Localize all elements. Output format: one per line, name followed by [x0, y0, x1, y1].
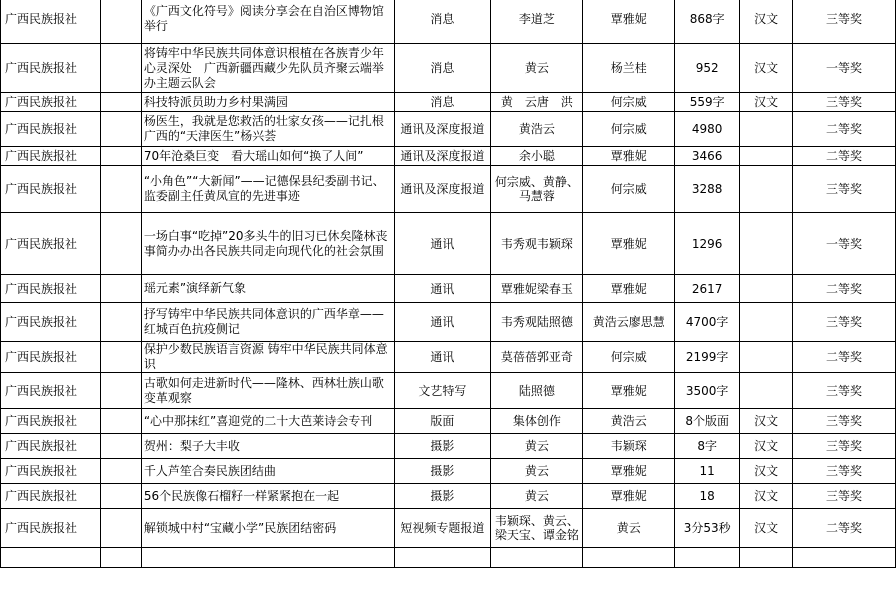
- type-cell: 通讯: [394, 213, 491, 275]
- title-cell: 《广西文化符号》阅读分享会在自治区博物馆举行: [141, 0, 394, 44]
- length-cell: 3500字: [675, 373, 740, 409]
- blank-cell: [100, 166, 141, 213]
- editor-cell: 覃雅妮: [583, 275, 675, 303]
- unit-cell: 广西民族报社: [1, 434, 101, 459]
- language-cell: [740, 112, 793, 147]
- table-row: [1, 93, 896, 112]
- length-cell: 868字: [675, 0, 740, 44]
- length-cell: 8个版面: [675, 409, 740, 434]
- blank-cell: [100, 459, 141, 484]
- editor-cell: 覃雅妮: [583, 0, 675, 44]
- title-cell: 解锁城中村“宝藏小学”民族团结密码: [141, 509, 394, 548]
- empty-cell: [100, 548, 141, 568]
- title-cell: 科技特派员助力乡村果满园: [141, 93, 394, 112]
- type-cell: 版面: [394, 409, 491, 434]
- author-cell: 韦颖琛、黄云、梁天宝、谭金铭: [491, 509, 583, 548]
- length-cell: 8字: [675, 434, 740, 459]
- blank-cell: [100, 112, 141, 147]
- empty-cell: [491, 548, 583, 568]
- title-cell: 古歌如何走进新时代——隆林、西林壮族山歌变革观察: [141, 373, 394, 409]
- blank-cell: [100, 303, 141, 342]
- empty-cell: [394, 548, 491, 568]
- length-cell: 2199字: [675, 342, 740, 373]
- type-cell: 摄影: [394, 484, 491, 509]
- length-cell: 2617: [675, 275, 740, 303]
- unit-cell: 广西民族报社: [1, 409, 101, 434]
- award-cell: 二等奖: [793, 147, 896, 166]
- table-row: [1, 44, 896, 93]
- unit-cell: 广西民族报社: [1, 373, 101, 409]
- editor-cell: 韦颖琛: [583, 434, 675, 459]
- table-body: [1, 0, 896, 568]
- award-cell: 三等奖: [793, 93, 896, 112]
- type-cell: 消息: [394, 93, 491, 112]
- unit-cell: 广西民族报社: [1, 484, 101, 509]
- unit-cell: 广西民族报社: [1, 112, 101, 147]
- title-cell: 56个民族像石榴籽一样紧紧抱在一起: [141, 484, 394, 509]
- table-row: [1, 434, 896, 459]
- title-cell: 将铸牢中华民族共同体意识根植在各族青少年心灵深处 广西新疆西藏少先队员齐聚云端举办主题云队会: [141, 44, 394, 93]
- unit-cell: 广西民族报社: [1, 166, 101, 213]
- title-cell: 杨医生，我就是您救活的壮家女孩——记扎根广西的“天津医生”杨兴荟: [141, 112, 394, 147]
- blank-cell: [100, 484, 141, 509]
- table-row: [1, 548, 896, 568]
- award-cell: 三等奖: [793, 303, 896, 342]
- table-row: [1, 275, 896, 303]
- author-cell: 黄 云唐 洪: [491, 93, 583, 112]
- award-cell: 三等奖: [793, 166, 896, 213]
- type-cell: 消息: [394, 44, 491, 93]
- type-cell: 摄影: [394, 459, 491, 484]
- award-cell: 二等奖: [793, 342, 896, 373]
- type-cell: 通讯: [394, 342, 491, 373]
- length-cell: 4700字: [675, 303, 740, 342]
- unit-cell: 广西民族报社: [1, 93, 101, 112]
- language-cell: 汉文: [740, 459, 793, 484]
- length-cell: 1296: [675, 213, 740, 275]
- length-cell: 18: [675, 484, 740, 509]
- unit-cell: 广西民族报社: [1, 303, 101, 342]
- editor-cell: 何宗威: [583, 93, 675, 112]
- table-row: [1, 213, 896, 275]
- type-cell: 通讯: [394, 303, 491, 342]
- length-cell: 3466: [675, 147, 740, 166]
- language-cell: 汉文: [740, 0, 793, 44]
- length-cell: 11: [675, 459, 740, 484]
- blank-cell: [100, 373, 141, 409]
- unit-cell: 广西民族报社: [1, 275, 101, 303]
- type-cell: 消息: [394, 0, 491, 44]
- title-cell: 一场白事“吃掉”20多头牛的旧习已休矣隆林丧事简办办出各民族共同走向现代化的社会氛围: [141, 213, 394, 275]
- blank-cell: [100, 342, 141, 373]
- language-cell: [740, 373, 793, 409]
- title-cell: 瑶元素”演绎新气象: [141, 275, 394, 303]
- table-row: [1, 166, 896, 213]
- empty-cell: [583, 548, 675, 568]
- author-cell: 黄云: [491, 459, 583, 484]
- language-cell: [740, 166, 793, 213]
- language-cell: 汉文: [740, 509, 793, 548]
- table-row: [1, 147, 896, 166]
- award-cell: 三等奖: [793, 484, 896, 509]
- table-row: [1, 0, 896, 44]
- blank-cell: [100, 213, 141, 275]
- language-cell: 汉文: [740, 409, 793, 434]
- blank-cell: [100, 434, 141, 459]
- author-cell: 何宗威、黄静、马慧蓉: [491, 166, 583, 213]
- title-cell: 贺州：梨子大丰收: [141, 434, 394, 459]
- author-cell: 李道芝: [491, 0, 583, 44]
- language-cell: [740, 275, 793, 303]
- award-cell: 一等奖: [793, 44, 896, 93]
- title-cell: 千人芦笙合奏民族团结曲: [141, 459, 394, 484]
- title-cell: 抒写铸牢中华民族共同体意识的广西华章——红城百色抗疫侧记: [141, 303, 394, 342]
- author-cell: 黄云: [491, 44, 583, 93]
- award-cell: 二等奖: [793, 112, 896, 147]
- editor-cell: 杨兰桂: [583, 44, 675, 93]
- blank-cell: [100, 147, 141, 166]
- type-cell: 通讯: [394, 275, 491, 303]
- language-cell: 汉文: [740, 44, 793, 93]
- length-cell: 3分53秒: [675, 509, 740, 548]
- unit-cell: 广西民族报社: [1, 459, 101, 484]
- author-cell: 集体创作: [491, 409, 583, 434]
- table-row: [1, 484, 896, 509]
- type-cell: 通讯及深度报道: [394, 166, 491, 213]
- author-cell: 余小聪: [491, 147, 583, 166]
- editor-cell: 覃雅妮: [583, 484, 675, 509]
- author-cell: 黄云: [491, 484, 583, 509]
- title-cell: “心中那抹红”喜迎党的二十大芭莱诗会专刊: [141, 409, 394, 434]
- editor-cell: 何宗威: [583, 166, 675, 213]
- author-cell: 韦秀观陆照德: [491, 303, 583, 342]
- editor-cell: 何宗威: [583, 112, 675, 147]
- table-row: [1, 112, 896, 147]
- blank-cell: [100, 409, 141, 434]
- blank-cell: [100, 509, 141, 548]
- author-cell: 陆照德: [491, 373, 583, 409]
- empty-cell: [740, 548, 793, 568]
- editor-cell: 黄浩云廖思慧: [583, 303, 675, 342]
- language-cell: [740, 147, 793, 166]
- empty-cell: [1, 548, 101, 568]
- empty-cell: [675, 548, 740, 568]
- editor-cell: 覃雅妮: [583, 373, 675, 409]
- author-cell: 黄浩云: [491, 112, 583, 147]
- table-row: [1, 303, 896, 342]
- editor-cell: 黄云: [583, 509, 675, 548]
- title-cell: “小角色”“大新闻”——记德保县纪委副书记、监委副主任黄凤宣的先进事迹: [141, 166, 394, 213]
- editor-cell: 覃雅妮: [583, 147, 675, 166]
- table-row: [1, 342, 896, 373]
- author-cell: 黄云: [491, 434, 583, 459]
- unit-cell: 广西民族报社: [1, 509, 101, 548]
- unit-cell: 广西民族报社: [1, 0, 101, 44]
- award-cell: 二等奖: [793, 275, 896, 303]
- editor-cell: 覃雅妮: [583, 459, 675, 484]
- empty-cell: [793, 548, 896, 568]
- author-cell: 韦秀观韦颖琛: [491, 213, 583, 275]
- author-cell: 覃雅妮梁春玉: [491, 275, 583, 303]
- editor-cell: 黄浩云: [583, 409, 675, 434]
- language-cell: [740, 303, 793, 342]
- type-cell: 短视频专题报道: [394, 509, 491, 548]
- award-cell: 三等奖: [793, 373, 896, 409]
- language-cell: [740, 342, 793, 373]
- unit-cell: 广西民族报社: [1, 44, 101, 93]
- type-cell: 摄影: [394, 434, 491, 459]
- table-row: [1, 459, 896, 484]
- award-cell: 三等奖: [793, 409, 896, 434]
- table-row: [1, 409, 896, 434]
- length-cell: 4980: [675, 112, 740, 147]
- award-cell: 二等奖: [793, 509, 896, 548]
- length-cell: 3288: [675, 166, 740, 213]
- language-cell: 汉文: [740, 93, 793, 112]
- blank-cell: [100, 44, 141, 93]
- blank-cell: [100, 93, 141, 112]
- type-cell: 通讯及深度报道: [394, 147, 491, 166]
- language-cell: 汉文: [740, 484, 793, 509]
- type-cell: 文艺特写: [394, 373, 491, 409]
- language-cell: [740, 213, 793, 275]
- editor-cell: 何宗威: [583, 342, 675, 373]
- type-cell: 通讯及深度报道: [394, 112, 491, 147]
- editor-cell: 覃雅妮: [583, 213, 675, 275]
- title-cell: 70年沧桑巨变 看大瑶山如何“换了人间”: [141, 147, 394, 166]
- table-row: [1, 509, 896, 548]
- language-cell: 汉文: [740, 434, 793, 459]
- award-cell: 三等奖: [793, 434, 896, 459]
- unit-cell: 广西民族报社: [1, 342, 101, 373]
- table-row: [1, 373, 896, 409]
- title-cell: 保护少数民族语言资源 铸牢中华民族共同体意识: [141, 342, 394, 373]
- blank-cell: [100, 0, 141, 44]
- unit-cell: 广西民族报社: [1, 147, 101, 166]
- award-cell: 三等奖: [793, 459, 896, 484]
- empty-cell: [141, 548, 394, 568]
- length-cell: 559字: [675, 93, 740, 112]
- length-cell: 952: [675, 44, 740, 93]
- award-cell: 三等奖: [793, 0, 896, 44]
- unit-cell: 广西民族报社: [1, 213, 101, 275]
- award-cell: 一等奖: [793, 213, 896, 275]
- blank-cell: [100, 275, 141, 303]
- author-cell: 莫蓓蓓郭亚奇: [491, 342, 583, 373]
